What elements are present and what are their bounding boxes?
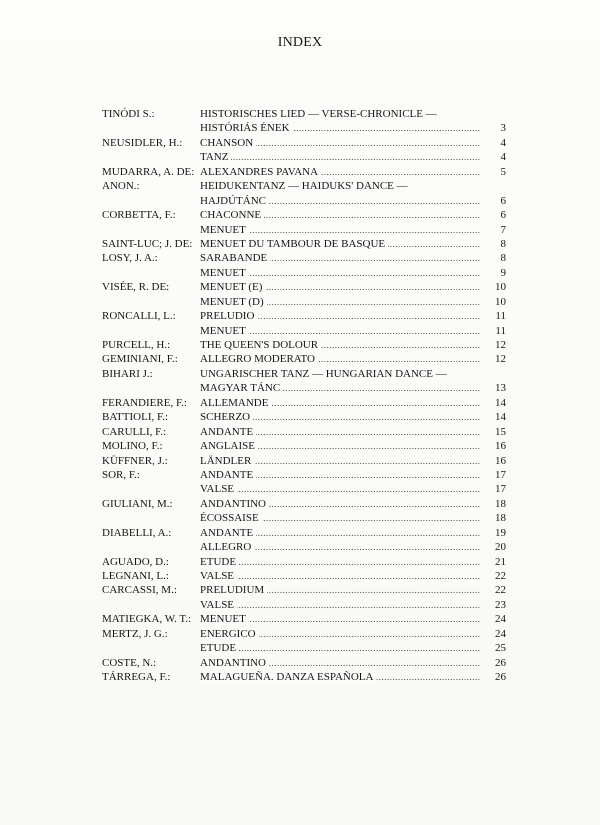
index-list: [102, 107, 506, 685]
index-entry: [102, 309, 506, 323]
composer-name: AGUADO, D.:: [102, 555, 169, 568]
page-number: 18: [495, 497, 506, 510]
piece-title-text: ALLEGRO MODERATO: [200, 353, 318, 365]
composer-name: MUDARRA, A. DE:: [102, 165, 195, 178]
piece-title: [200, 569, 506, 583]
piece-title-text: CHANSON: [200, 137, 256, 149]
dot-leader: [200, 150, 480, 164]
piece-title: [200, 526, 506, 540]
piece-title-text: ALEXANDRES PAVANA: [200, 166, 321, 178]
piece-title-text: MENUET (D): [200, 296, 267, 308]
piece-title: [200, 511, 506, 525]
page-number: 10: [495, 281, 506, 294]
page-number: 9: [500, 266, 506, 279]
index-entry: [102, 251, 506, 265]
index-entry: [102, 612, 506, 626]
piece-title: [200, 150, 506, 164]
index-entry: [102, 454, 506, 468]
piece-title: [200, 425, 506, 439]
piece-title: [200, 208, 506, 222]
piece-title: [200, 107, 506, 121]
page-number: 3: [500, 122, 506, 135]
piece-title-text: SCHERZO: [200, 411, 253, 423]
piece-title: [200, 194, 506, 208]
index-entry: [102, 150, 506, 164]
piece-title-text: ÉCOSSAISE: [200, 512, 262, 524]
composer-name: MATIEGKA, W. T.:: [102, 613, 192, 626]
index-entry: [102, 194, 506, 208]
piece-title-text: MALAGUEÑA. DANZA ESPAÑOLA: [200, 671, 376, 683]
piece-title: [200, 670, 506, 684]
piece-title: [200, 266, 506, 280]
piece-title: [200, 439, 506, 453]
piece-title: [200, 367, 506, 381]
page-number: 14: [495, 411, 506, 424]
piece-title-text: ANDANTE: [200, 469, 256, 481]
piece-title: [200, 280, 506, 294]
index-entry: [102, 338, 506, 352]
dot-leader: [200, 482, 480, 496]
piece-title-text: PRELUDIUM: [200, 584, 267, 596]
page-number: 13: [495, 382, 506, 395]
piece-title: [200, 324, 506, 338]
index-entry: [102, 555, 506, 569]
piece-title-text: MAGYAR TÁNC: [200, 382, 283, 394]
composer-name: NEUSIDLER, H.:: [102, 136, 183, 149]
piece-title-text: VALSE: [200, 570, 237, 582]
composer-name: GEMINIANI, F.:: [102, 353, 178, 366]
piece-title: [200, 165, 506, 179]
composer-name: FERANDIERE, F.:: [102, 396, 187, 409]
page-number: 14: [495, 396, 506, 409]
composer-name: SAINT-LUC; J. DE:: [102, 237, 193, 250]
piece-title: [200, 410, 506, 424]
piece-title-text: HISTÓRIÁS ÉNEK: [200, 122, 293, 134]
index-entry: [102, 425, 506, 439]
page-number: 24: [495, 627, 506, 640]
composer-name: GIULIANI, M.:: [102, 497, 173, 510]
piece-title: [200, 237, 506, 251]
dot-leader: [200, 598, 480, 612]
index-entry: [102, 656, 506, 670]
composer-name: BIHARI J.:: [102, 367, 153, 380]
page-number: 16: [495, 440, 506, 453]
piece-title: [200, 352, 506, 366]
index-entry: [102, 396, 506, 410]
piece-title-text: UNGARISCHER TANZ — HUNGARIAN DANCE —: [200, 368, 450, 380]
page-number: 4: [500, 151, 506, 164]
piece-title-text: CHACONNE: [200, 209, 264, 221]
index-entry: [102, 237, 506, 251]
composer-name: VISÉE, R. DE:: [102, 281, 170, 294]
piece-title-text: ANDANTE: [200, 527, 256, 539]
page-number: 6: [500, 209, 506, 222]
piece-title-text: TANZ: [200, 151, 231, 163]
dot-leader: [200, 569, 480, 583]
piece-title: [200, 598, 506, 612]
index-entry: [102, 280, 506, 294]
page-number: 19: [495, 526, 506, 539]
page-number: 26: [495, 656, 506, 669]
index-entry: [102, 324, 506, 338]
index-entry: [102, 165, 506, 179]
index-entry: [102, 107, 506, 121]
piece-title-text: ALLEMANDE: [200, 397, 271, 409]
page-number: 11: [495, 324, 506, 337]
composer-name: CARULLI, F.:: [102, 425, 167, 438]
piece-title-text: MENUET: [200, 224, 249, 236]
piece-title-text: MENUET: [200, 613, 249, 625]
piece-title-text: SARABANDE: [200, 252, 270, 264]
piece-title-text: HAJDÚTÁNC: [200, 195, 269, 207]
dot-leader: [200, 555, 480, 569]
index-entry: [102, 482, 506, 496]
piece-title: [200, 497, 506, 511]
composer-name: TÁRREGA, F.:: [102, 671, 171, 684]
page-number: 12: [495, 339, 506, 351]
composer-name: ANON.:: [102, 180, 140, 193]
index-entry: [102, 410, 506, 424]
piece-title-text: ANDANTINO: [200, 657, 269, 669]
page-number: 12: [495, 353, 506, 366]
piece-title: [200, 612, 506, 626]
index-entry: [102, 670, 506, 684]
composer-name: BATTIOLI, F.:: [102, 411, 169, 424]
index-entry: [102, 627, 506, 641]
index-entry: [102, 439, 506, 453]
index-entry: [102, 583, 506, 597]
piece-title: [200, 223, 506, 237]
page-number: 17: [495, 468, 506, 481]
page-number: 6: [500, 194, 506, 207]
index-entry: [102, 136, 506, 150]
index-entry: [102, 526, 506, 540]
piece-title-text: MENUET: [200, 267, 249, 279]
page-number: 20: [495, 541, 506, 554]
index-entry: [102, 381, 506, 395]
piece-title-text: ANDANTE: [200, 426, 256, 438]
page-number: 15: [495, 425, 506, 438]
dot-leader: [200, 641, 480, 655]
page-number: 5: [500, 165, 506, 178]
index-entry: [102, 598, 506, 612]
piece-title: [200, 656, 506, 670]
piece-title-text: MENUET DU TAMBOUR DE BASQUE: [200, 238, 388, 250]
piece-title: [200, 179, 506, 193]
index-entry: [102, 497, 506, 511]
page-number: 16: [495, 454, 506, 467]
piece-title-text: ANGLAISE: [200, 440, 258, 452]
index-entry: [102, 352, 506, 366]
piece-title-text: PRELUDIO: [200, 310, 257, 322]
piece-title-text: HEIDUKENTANZ — HAIDUKS' DANCE —: [200, 180, 411, 192]
piece-title: [200, 295, 506, 309]
page-number: 22: [495, 584, 506, 597]
piece-title-text: VALSE: [200, 483, 237, 495]
piece-title: [200, 540, 506, 554]
page-number: 25: [495, 642, 506, 655]
piece-title-text: VALSE: [200, 599, 237, 611]
piece-title-text: ANDANTINO: [200, 498, 269, 510]
piece-title-text: ALLEGRO: [200, 541, 254, 553]
page-number: 8: [500, 252, 506, 265]
piece-title: [200, 555, 506, 569]
page-number: 7: [500, 223, 506, 236]
piece-title: [200, 641, 506, 655]
page-number: 17: [495, 483, 506, 496]
composer-name: PURCELL, H.:: [102, 339, 171, 351]
piece-title-text: ENERGICO: [200, 628, 259, 640]
page-number: 10: [495, 295, 506, 308]
page-number: 4: [500, 136, 506, 149]
index-entry: [102, 208, 506, 222]
page-number: 18: [495, 512, 506, 525]
index-entry: [102, 266, 506, 280]
page-number: 8: [500, 237, 506, 250]
index-entry: [102, 179, 506, 193]
piece-title: [200, 583, 506, 597]
piece-title-text: LÄNDLER: [200, 455, 254, 467]
composer-name: DIABELLI, A.:: [102, 526, 172, 539]
page-number: 24: [495, 613, 506, 626]
piece-title: [200, 454, 506, 468]
composer-name: LOSY, J. A.:: [102, 252, 158, 265]
index-entry: [102, 569, 506, 583]
composer-name: KÜFFNER, J.:: [102, 454, 168, 467]
composer-name: SOR, F.:: [102, 468, 140, 481]
index-entry: [102, 121, 506, 135]
piece-title-text: THE QUEEN'S DOLOUR: [200, 339, 321, 351]
piece-title: [200, 309, 506, 323]
index-entry: [102, 295, 506, 309]
composer-name: TINÓDI S.:: [102, 108, 155, 120]
composer-name: CORBETTA, F.:: [102, 209, 176, 222]
page-title: INDEX: [277, 35, 323, 50]
index-entry: [102, 511, 506, 525]
piece-title: [200, 251, 506, 265]
index-entry: [102, 540, 506, 554]
composer-name: MOLINO, F.:: [102, 440, 163, 453]
composer-name: RONCALLI, L.:: [102, 310, 176, 323]
composer-name: LEGNANI, L.:: [102, 570, 169, 582]
page-number: 11: [495, 310, 506, 323]
composer-name: COSTE, N.:: [102, 656, 157, 669]
piece-title: [200, 482, 506, 496]
index-entry: [102, 223, 506, 237]
piece-title-text: MENUET: [200, 325, 249, 337]
page-number: 21: [495, 555, 506, 568]
piece-title-text: ETUDE: [200, 642, 239, 654]
piece-title: [200, 121, 506, 135]
page-number: 26: [495, 671, 506, 684]
index-entry: [102, 367, 506, 381]
page-number: 23: [495, 598, 506, 611]
piece-title-text: MENUET (E): [200, 281, 265, 293]
piece-title: [200, 468, 506, 482]
page-number: 22: [495, 570, 506, 582]
piece-title: [200, 338, 506, 352]
index-entry: [102, 468, 506, 482]
composer-name: CARCASSI, M.:: [102, 584, 177, 597]
piece-title: [200, 381, 506, 395]
piece-title: [200, 396, 506, 410]
piece-title-text: HISTORISCHES LIED — VERSE-CHRONICLE —: [200, 108, 440, 120]
index-entry: [102, 641, 506, 655]
piece-title: [200, 136, 506, 150]
piece-title: [200, 627, 506, 641]
composer-name: MERTZ, J. G.:: [102, 627, 168, 640]
piece-title-text: ETUDE: [200, 556, 239, 568]
